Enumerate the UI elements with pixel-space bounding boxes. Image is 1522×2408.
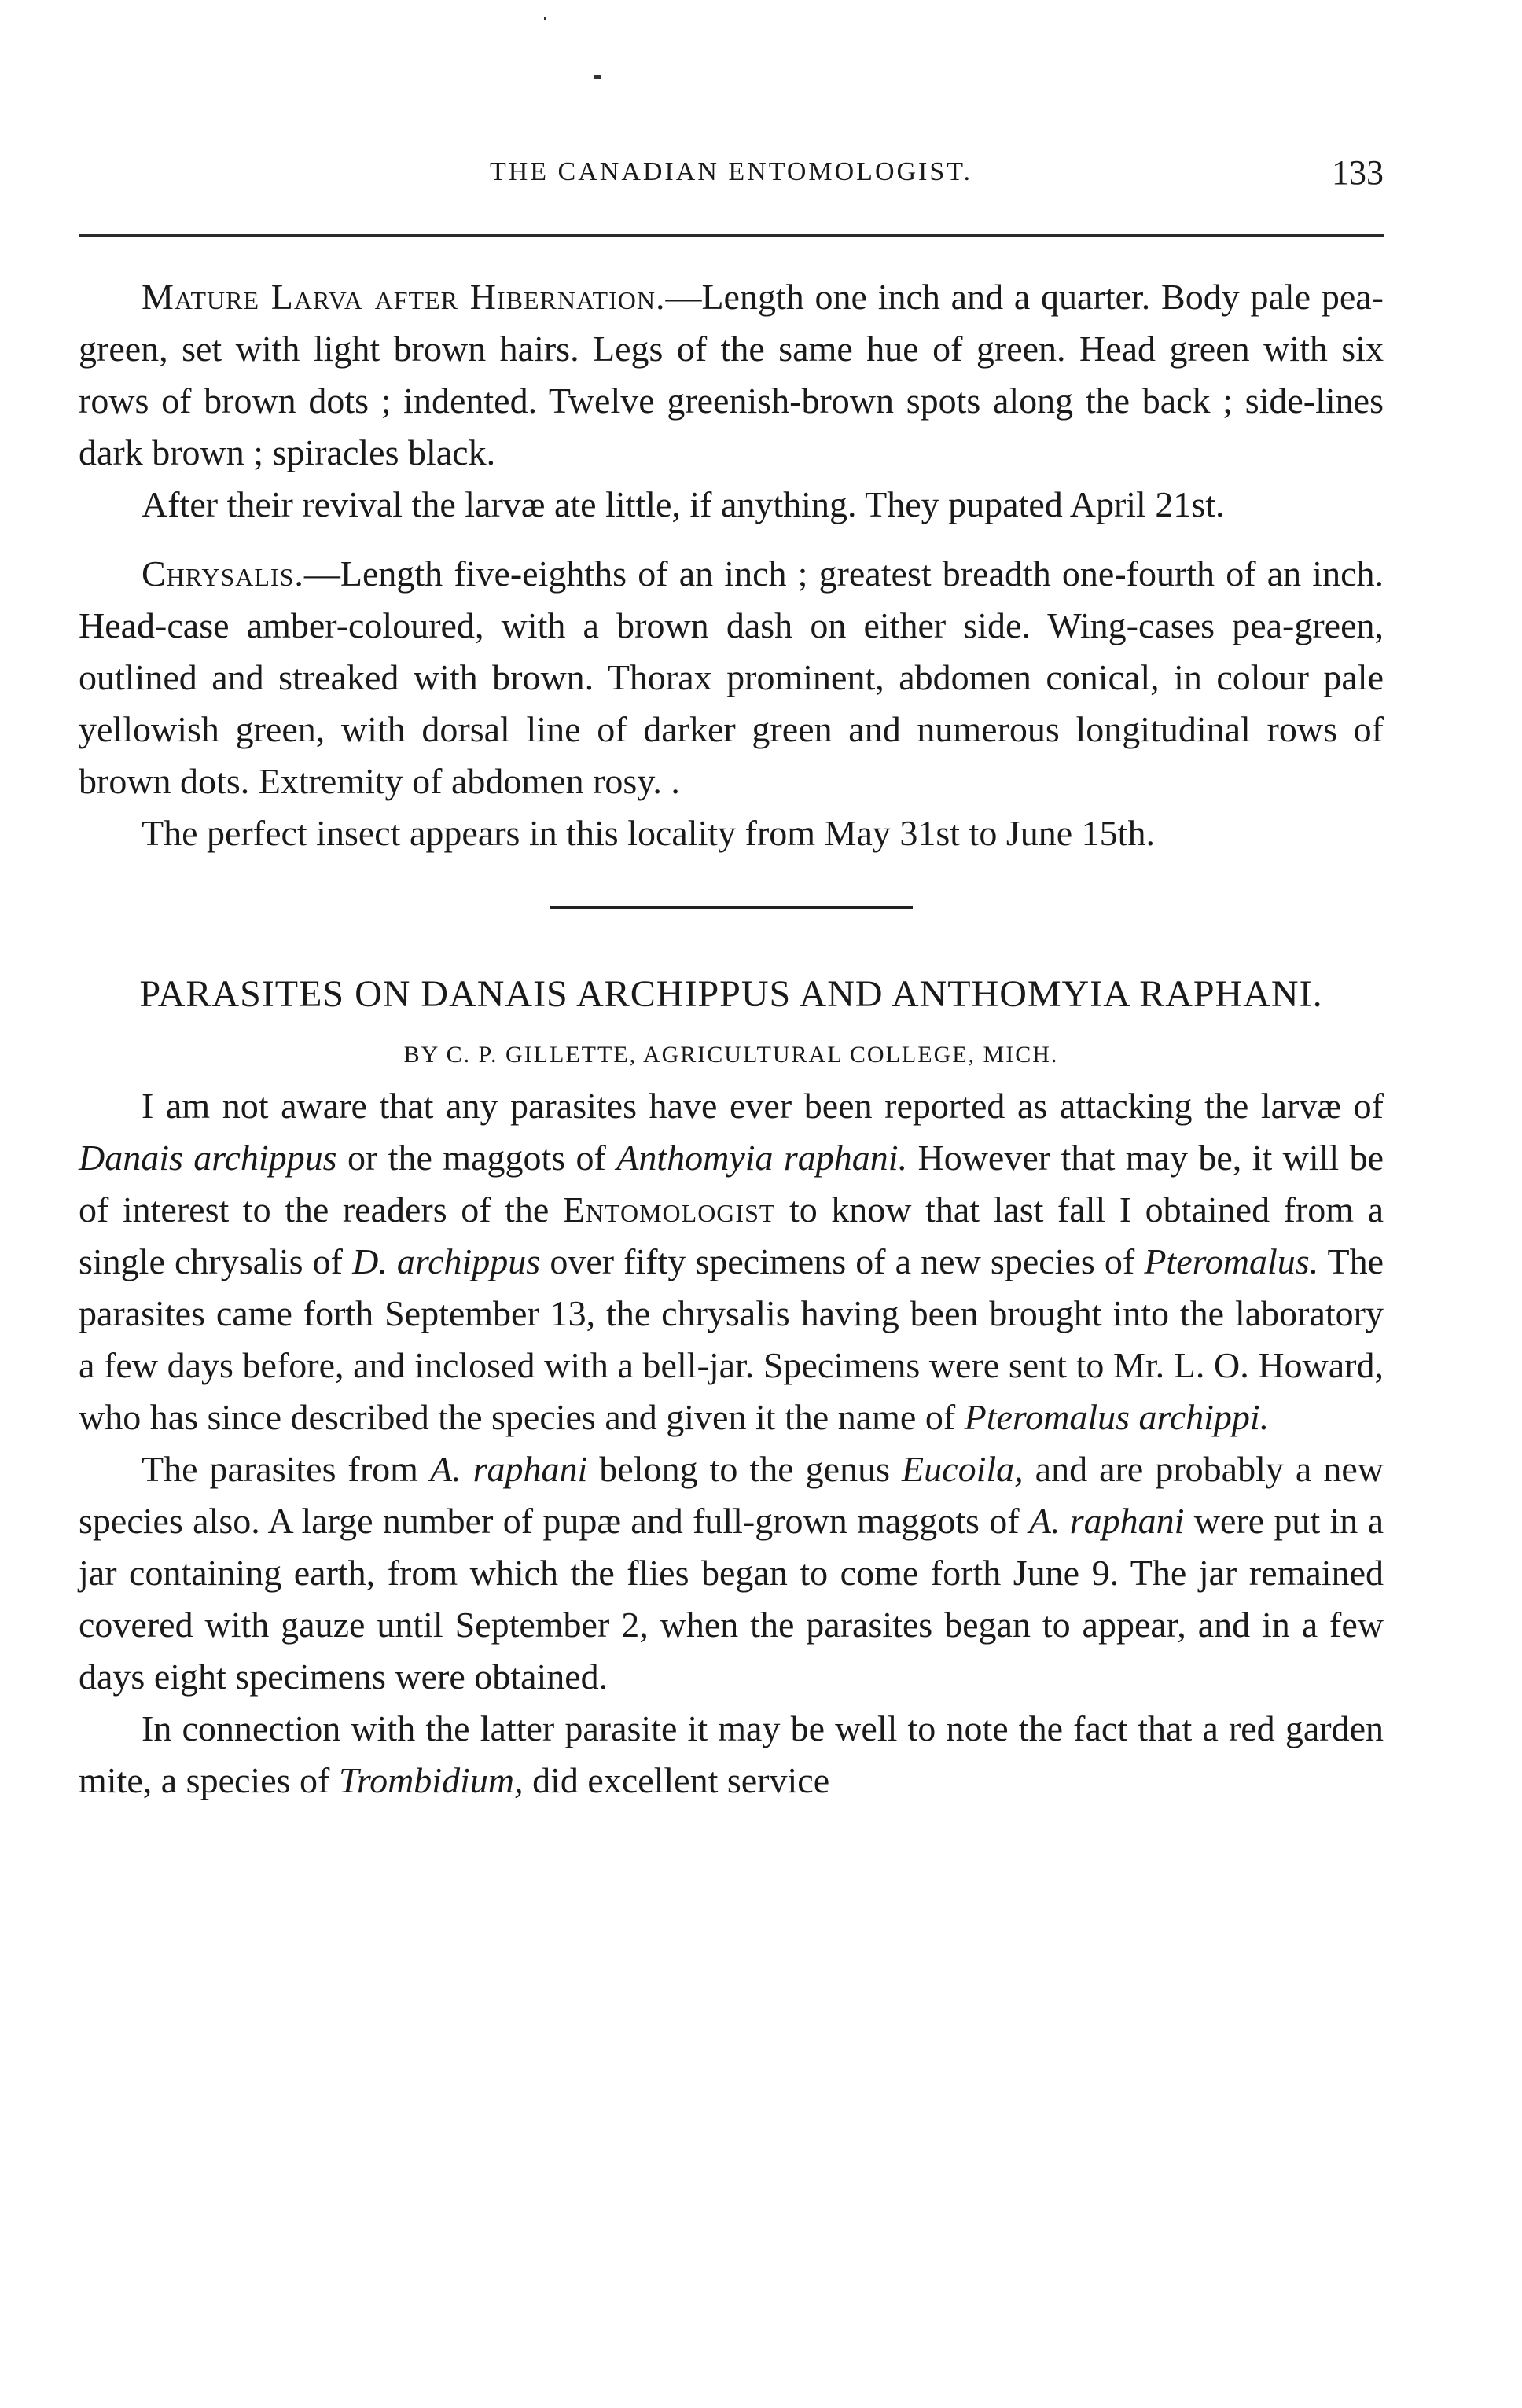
text-run: The parasites came forth September 13, the chrysalis having been brought into the laboratory a few days before, and inclosed with a bell-jar. Specimens were sent to Mr. L. O. Howard, who has since described the species and given it the name of — [79, 1241, 1384, 1437]
species-name: Anthomyia raphani. — [616, 1138, 908, 1178]
species-name: A. raphani — [430, 1449, 588, 1489]
page-header — [79, 153, 1384, 204]
text-run: did excellent service — [523, 1760, 830, 1800]
print-speck — [594, 75, 601, 79]
article-byline: BY C. P. GILLETTE, AGRICULTURAL COLLEGE, MICH. — [403, 1042, 1059, 1068]
genus-name: Trombidium, — [338, 1760, 524, 1800]
text-run: belong to the genus — [587, 1449, 903, 1489]
journal-name: Entomologist — [562, 1189, 776, 1230]
parasites-paragraph-3 — [79, 1703, 1384, 1807]
text-run: to know that last fall I obtained from a single chrysalis of — [79, 1189, 1384, 1281]
chrysalis-heading: Chrysalis. — [142, 553, 304, 594]
parasites-paragraph-2 — [79, 1443, 1384, 1703]
chrysalis-paragraph — [79, 548, 1384, 807]
species-name: Danais archippus — [79, 1138, 337, 1178]
running-title: THE CANADIAN ENTOMOLOGIST. — [489, 157, 973, 186]
revival-paragraph: After their revival the larvæ ate little, if anything. They pupated April 21st. — [142, 484, 1225, 524]
chrysalis-text: —Length five-eighths of an inch ; greatest breadth one-fourth of an inch. Head-case amber-coloured, with a brown dash on either side. Wing-cases pea-green, outlined and streaked with brown. Thorax prominent, abdomen conical, in colour pale yellowish green, with dorsal line of darker green and numerous longitudinal rows of brown dots. Extremity of abdomen rosy. . — [79, 553, 1384, 801]
parasites-paragraph-1 — [79, 1080, 1384, 1443]
mature-larva-heading: Mature Larva after Hibernation. — [142, 277, 666, 317]
print-speck — [544, 17, 546, 20]
body-text — [79, 271, 1384, 1807]
section-divider — [550, 906, 913, 909]
text-run: However that may be, it will be of interest to the readers of the — [79, 1138, 1384, 1230]
genus-name: Pteromalus. — [1144, 1241, 1319, 1281]
mature-larva-text: —Length one inch and a quarter. Body pale pea-green, set with light brown hairs. Legs of the same hue of green. Head green with six rows of brown dots ; indented. Twelve greenish-brown spots along the back ; side-lines dark brown ; spiracles black. — [79, 277, 1384, 472]
text-run: and are probably a new species also. A large number of pupæ and full-grown maggots of — [79, 1449, 1384, 1541]
genus-name: Eucoila, — [902, 1449, 1024, 1489]
text-run: were put in a jar containing earth, from which the flies began to come forth June 9. The jar remained covered with gauze until September 2, when the parasites began to appear, and in a few days eight specimens were obtained. — [79, 1501, 1384, 1697]
text-run: I am not aware that any parasites have ever been reported as attacking the larvæ of — [142, 1086, 1384, 1126]
species-name: A. raphani — [1028, 1501, 1185, 1541]
text-run: The parasites from — [142, 1449, 430, 1489]
species-name: D. archippus — [352, 1241, 541, 1281]
text-run: or the maggots of — [336, 1138, 617, 1178]
header-rule — [79, 234, 1384, 237]
paragraph-gap — [79, 531, 1384, 548]
mature-larva-paragraph — [79, 271, 1384, 479]
perfect-insect-paragraph: The perfect insect appears in this locality from May 31st to June 15th. — [142, 813, 1155, 853]
page-number: 133 — [1332, 153, 1384, 192]
article-title: PARASITES ON DANAIS ARCHIPPUS AND ANTHOMYIA RAPHANI. — [139, 973, 1323, 1015]
text-run: over fifty specimens of a new species of — [540, 1241, 1145, 1281]
text-run: In connection with the latter parasite it may be well to note the fact that a red garden mite, a species of — [79, 1708, 1384, 1800]
species-name: Pteromalus archippi. — [964, 1397, 1270, 1437]
